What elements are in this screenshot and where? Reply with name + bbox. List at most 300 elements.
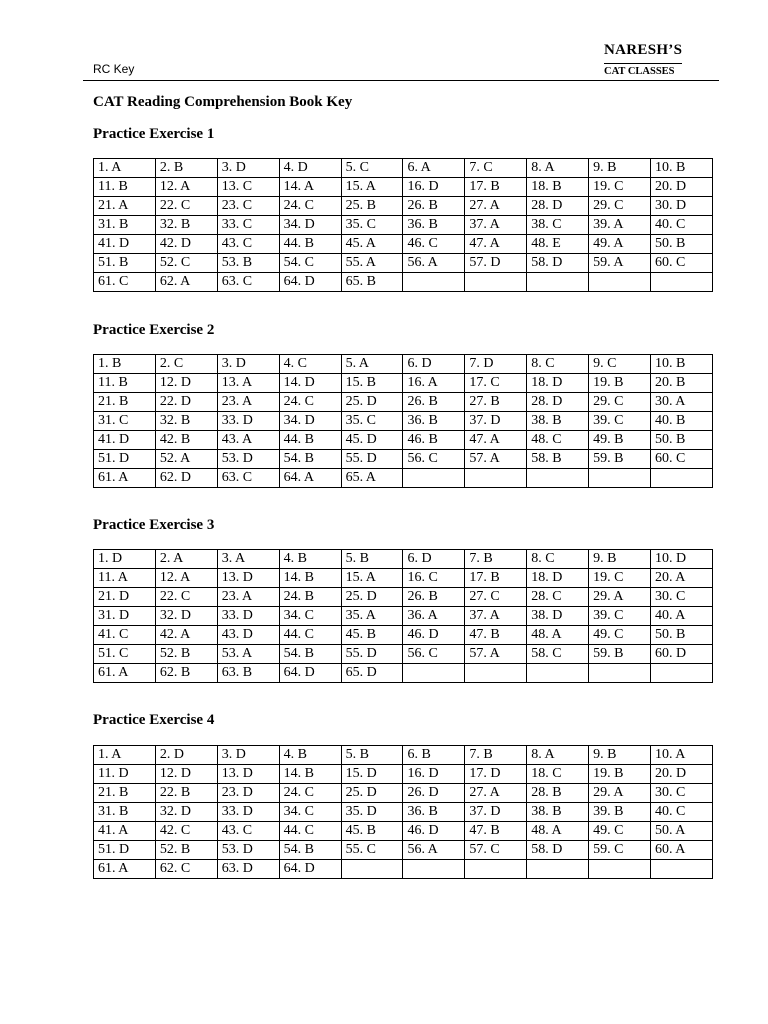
answer-cell: 30. D — [651, 197, 713, 216]
answer-cell: 51. C — [94, 645, 156, 664]
answer-cell: 14. B — [279, 569, 341, 588]
answer-cell — [403, 273, 465, 292]
answer-cell: 63. C — [217, 469, 279, 488]
answer-cell — [465, 860, 527, 879]
answer-cell: 17. C — [465, 374, 527, 393]
answer-cell: 56. A — [403, 254, 465, 273]
answer-cell: 10. A — [651, 746, 713, 765]
table-row — [94, 841, 713, 860]
answer-cell: 45. A — [341, 235, 403, 254]
table-row — [94, 664, 713, 683]
answer-key-table — [93, 745, 713, 879]
answer-cell: 6. B — [403, 746, 465, 765]
answer-cell: 54. B — [279, 841, 341, 860]
table-row — [94, 765, 713, 784]
answer-cell: 64. D — [279, 664, 341, 683]
answer-cell: 21. A — [94, 197, 156, 216]
answer-cell: 43. A — [217, 431, 279, 450]
answer-cell: 16. D — [403, 765, 465, 784]
answer-cell: 32. D — [155, 607, 217, 626]
answer-cell: 55. D — [341, 645, 403, 664]
answer-cell: 7. C — [465, 159, 527, 178]
answer-cell: 16. D — [403, 178, 465, 197]
answer-cell: 22. B — [155, 784, 217, 803]
answer-cell: 10. B — [651, 355, 713, 374]
answer-cell: 23. C — [217, 197, 279, 216]
table-row — [94, 431, 713, 450]
answer-cell: 4. D — [279, 159, 341, 178]
answer-cell: 50. B — [651, 626, 713, 645]
table-row — [94, 645, 713, 664]
answer-cell: 52. A — [155, 450, 217, 469]
exercise-title: Practice Exercise 1 — [93, 126, 215, 142]
answer-cell: 54. B — [279, 450, 341, 469]
answer-cell: 17. B — [465, 178, 527, 197]
answer-cell: 38. B — [527, 412, 589, 431]
answer-cell: 21. D — [94, 588, 156, 607]
answer-cell: 15. D — [341, 765, 403, 784]
answer-cell: 64. D — [279, 860, 341, 879]
answer-cell: 35. C — [341, 216, 403, 235]
table-row — [94, 178, 713, 197]
table-row — [94, 159, 713, 178]
answer-cell: 23. D — [217, 784, 279, 803]
answer-cell: 29. A — [589, 588, 651, 607]
answer-cell: 51. D — [94, 841, 156, 860]
answer-cell: 18. B — [527, 178, 589, 197]
answer-cell: 36. B — [403, 412, 465, 431]
answer-cell: 5. B — [341, 746, 403, 765]
answer-cell: 17. B — [465, 569, 527, 588]
answer-cell: 29. C — [589, 197, 651, 216]
answer-cell: 61. A — [94, 469, 156, 488]
answer-cell: 35. D — [341, 803, 403, 822]
answer-cell: 32. B — [155, 216, 217, 235]
answer-cell: 35. A — [341, 607, 403, 626]
answer-cell: 55. A — [341, 254, 403, 273]
answer-cell: 59. A — [589, 254, 651, 273]
answer-cell: 60. D — [651, 645, 713, 664]
answer-cell — [589, 664, 651, 683]
table-row — [94, 588, 713, 607]
answer-cell: 47. B — [465, 626, 527, 645]
answer-cell: 37. D — [465, 803, 527, 822]
answer-cell: 20. D — [651, 178, 713, 197]
answer-cell — [403, 860, 465, 879]
answer-cell: 13. D — [217, 765, 279, 784]
answer-cell: 46. B — [403, 431, 465, 450]
answer-cell: 11. B — [94, 178, 156, 197]
answer-cell: 65. B — [341, 273, 403, 292]
answer-cell — [527, 860, 589, 879]
answer-cell — [589, 469, 651, 488]
answer-cell — [527, 664, 589, 683]
answer-cell: 41. D — [94, 235, 156, 254]
answer-cell: 61. A — [94, 664, 156, 683]
answer-cell: 39. C — [589, 607, 651, 626]
exercise-title: Practice Exercise 2 — [93, 322, 215, 338]
answer-cell: 7. D — [465, 355, 527, 374]
answer-cell: 34. D — [279, 216, 341, 235]
answer-cell: 41. A — [94, 822, 156, 841]
header-divider — [83, 80, 719, 81]
answer-cell: 14. B — [279, 765, 341, 784]
answer-cell: 15. A — [341, 178, 403, 197]
answer-cell: 8. C — [527, 550, 589, 569]
answer-cell: 28. D — [527, 197, 589, 216]
answer-key-table — [93, 354, 713, 488]
table-row — [94, 784, 713, 803]
answer-cell: 45. B — [341, 822, 403, 841]
answer-cell: 1. A — [94, 159, 156, 178]
exercise-title: Practice Exercise 4 — [93, 712, 215, 728]
answer-cell: 15. A — [341, 569, 403, 588]
table-row — [94, 803, 713, 822]
answer-cell: 58. C — [527, 645, 589, 664]
answer-cell — [403, 664, 465, 683]
answer-cell: 25. D — [341, 393, 403, 412]
answer-cell: 52. B — [155, 645, 217, 664]
answer-cell: 39. C — [589, 412, 651, 431]
answer-cell — [403, 469, 465, 488]
table-row — [94, 374, 713, 393]
answer-cell — [651, 860, 713, 879]
answer-cell: 62. B — [155, 664, 217, 683]
answer-cell: 12. D — [155, 374, 217, 393]
answer-cell: 38. B — [527, 803, 589, 822]
answer-cell — [527, 469, 589, 488]
answer-cell: 36. B — [403, 216, 465, 235]
answer-cell: 1. B — [94, 355, 156, 374]
answer-cell: 29. C — [589, 393, 651, 412]
answer-cell: 57. C — [465, 841, 527, 860]
answer-cell: 25. B — [341, 197, 403, 216]
answer-cell: 3. D — [217, 355, 279, 374]
answer-cell: 35. C — [341, 412, 403, 431]
answer-cell: 41. D — [94, 431, 156, 450]
table-row — [94, 254, 713, 273]
answer-cell: 43. D — [217, 626, 279, 645]
answer-cell: 20. A — [651, 569, 713, 588]
answer-cell: 34. D — [279, 412, 341, 431]
answer-cell: 6. A — [403, 159, 465, 178]
answer-cell: 16. C — [403, 569, 465, 588]
answer-cell: 46. D — [403, 626, 465, 645]
answer-cell: 9. B — [589, 746, 651, 765]
answer-cell: 31. B — [94, 216, 156, 235]
answer-cell: 2. C — [155, 355, 217, 374]
answer-cell: 37. A — [465, 216, 527, 235]
table-row — [94, 569, 713, 588]
answer-cell: 27. C — [465, 588, 527, 607]
answer-cell: 30. C — [651, 784, 713, 803]
answer-cell: 26. D — [403, 784, 465, 803]
answer-cell — [465, 664, 527, 683]
answer-cell: 51. D — [94, 450, 156, 469]
table-row — [94, 860, 713, 879]
answer-cell: 36. A — [403, 607, 465, 626]
table-row — [94, 393, 713, 412]
answer-cell: 42. C — [155, 822, 217, 841]
answer-cell: 44. B — [279, 235, 341, 254]
answer-cell: 5. A — [341, 355, 403, 374]
table-row — [94, 450, 713, 469]
answer-cell: 19. C — [589, 178, 651, 197]
answer-cell: 44. B — [279, 431, 341, 450]
answer-cell: 23. A — [217, 588, 279, 607]
answer-cell: 42. A — [155, 626, 217, 645]
answer-cell — [589, 860, 651, 879]
answer-cell: 2. A — [155, 550, 217, 569]
answer-cell — [651, 469, 713, 488]
answer-cell: 32. B — [155, 412, 217, 431]
answer-cell: 45. B — [341, 626, 403, 645]
answer-cell: 6. D — [403, 355, 465, 374]
answer-cell: 28. D — [527, 393, 589, 412]
answer-cell: 20. B — [651, 374, 713, 393]
answer-cell: 11. D — [94, 765, 156, 784]
answer-cell: 39. B — [589, 803, 651, 822]
answer-cell: 58. D — [527, 254, 589, 273]
answer-cell: 15. B — [341, 374, 403, 393]
answer-cell: 40. A — [651, 607, 713, 626]
answer-cell: 11. A — [94, 569, 156, 588]
answer-cell: 13. D — [217, 569, 279, 588]
answer-cell: 19. C — [589, 569, 651, 588]
answer-cell: 47. A — [465, 431, 527, 450]
answer-cell: 48. A — [527, 626, 589, 645]
answer-cell: 63. C — [217, 273, 279, 292]
answer-cell: 9. B — [589, 159, 651, 178]
table-row — [94, 746, 713, 765]
answer-key-table — [93, 549, 713, 683]
answer-cell: 44. C — [279, 626, 341, 645]
answer-cell: 63. D — [217, 860, 279, 879]
answer-cell: 50. B — [651, 235, 713, 254]
answer-cell: 59. B — [589, 645, 651, 664]
answer-cell: 4. C — [279, 355, 341, 374]
answer-cell: 61. C — [94, 273, 156, 292]
brand-logo — [604, 42, 682, 77]
answer-cell: 3. D — [217, 746, 279, 765]
brand-name: NARESH’S — [604, 42, 683, 58]
answer-cell: 39. A — [589, 216, 651, 235]
header-label: RC Key — [93, 62, 135, 76]
answer-cell: 50. A — [651, 822, 713, 841]
answer-cell: 40. C — [651, 216, 713, 235]
table-row — [94, 822, 713, 841]
answer-cell: 21. B — [94, 393, 156, 412]
table-row — [94, 355, 713, 374]
answer-cell: 19. B — [589, 765, 651, 784]
answer-cell: 54. B — [279, 645, 341, 664]
answer-cell: 24. C — [279, 197, 341, 216]
answer-cell: 36. B — [403, 803, 465, 822]
answer-cell: 28. C — [527, 588, 589, 607]
answer-cell: 34. C — [279, 803, 341, 822]
answer-cell: 30. C — [651, 588, 713, 607]
answer-cell: 56. C — [403, 645, 465, 664]
answer-cell: 56. C — [403, 450, 465, 469]
answer-cell: 40. C — [651, 803, 713, 822]
answer-cell: 46. D — [403, 822, 465, 841]
answer-cell: 45. D — [341, 431, 403, 450]
answer-cell: 48. E — [527, 235, 589, 254]
table-row — [94, 607, 713, 626]
answer-cell: 18. C — [527, 765, 589, 784]
answer-cell: 30. A — [651, 393, 713, 412]
answer-cell: 57. A — [465, 645, 527, 664]
answer-cell: 14. A — [279, 178, 341, 197]
answer-cell: 49. C — [589, 822, 651, 841]
answer-cell: 26. B — [403, 197, 465, 216]
answer-cell: 26. B — [403, 588, 465, 607]
answer-cell: 22. D — [155, 393, 217, 412]
answer-cell: 57. D — [465, 254, 527, 273]
answer-cell: 7. B — [465, 746, 527, 765]
answer-cell: 62. A — [155, 273, 217, 292]
answer-cell: 21. B — [94, 784, 156, 803]
answer-cell: 49. C — [589, 626, 651, 645]
answer-cell: 62. C — [155, 860, 217, 879]
answer-cell: 8. C — [527, 355, 589, 374]
answer-cell: 48. C — [527, 431, 589, 450]
answer-cell: 51. B — [94, 254, 156, 273]
answer-cell: 37. A — [465, 607, 527, 626]
answer-cell: 33. D — [217, 412, 279, 431]
answer-cell: 8. A — [527, 159, 589, 178]
answer-cell: 38. C — [527, 216, 589, 235]
answer-cell: 65. A — [341, 469, 403, 488]
answer-cell: 62. D — [155, 469, 217, 488]
table-row — [94, 412, 713, 431]
answer-cell: 49. A — [589, 235, 651, 254]
answer-cell: 4. B — [279, 550, 341, 569]
answer-cell — [589, 273, 651, 292]
answer-key-table — [93, 158, 713, 292]
answer-cell: 33. D — [217, 607, 279, 626]
answer-cell: 7. B — [465, 550, 527, 569]
answer-cell: 58. D — [527, 841, 589, 860]
answer-cell: 27. B — [465, 393, 527, 412]
answer-cell: 18. D — [527, 569, 589, 588]
answer-cell: 18. D — [527, 374, 589, 393]
answer-cell: 10. D — [651, 550, 713, 569]
answer-cell: 55. D — [341, 450, 403, 469]
answer-cell: 57. A — [465, 450, 527, 469]
table-row — [94, 273, 713, 292]
answer-cell: 34. C — [279, 607, 341, 626]
answer-cell: 24. B — [279, 588, 341, 607]
answer-cell: 16. A — [403, 374, 465, 393]
answer-cell: 43. C — [217, 235, 279, 254]
answer-cell: 42. B — [155, 431, 217, 450]
answer-cell: 5. B — [341, 550, 403, 569]
answer-cell: 27. A — [465, 784, 527, 803]
answer-cell: 59. C — [589, 841, 651, 860]
answer-cell: 54. C — [279, 254, 341, 273]
answer-cell: 47. A — [465, 235, 527, 254]
answer-cell: 47. B — [465, 822, 527, 841]
answer-cell: 59. B — [589, 450, 651, 469]
answer-cell: 33. D — [217, 803, 279, 822]
answer-cell: 33. C — [217, 216, 279, 235]
answer-cell: 4. B — [279, 746, 341, 765]
answer-cell: 48. A — [527, 822, 589, 841]
answer-cell: 6. D — [403, 550, 465, 569]
exercise-title: Practice Exercise 3 — [93, 517, 215, 533]
answer-cell — [465, 273, 527, 292]
answer-cell: 9. B — [589, 550, 651, 569]
answer-cell: 25. D — [341, 784, 403, 803]
answer-cell: 60. C — [651, 450, 713, 469]
answer-cell: 63. B — [217, 664, 279, 683]
answer-cell: 46. C — [403, 235, 465, 254]
answer-cell: 11. B — [94, 374, 156, 393]
answer-cell: 22. C — [155, 588, 217, 607]
answer-cell: 24. C — [279, 784, 341, 803]
answer-cell: 29. A — [589, 784, 651, 803]
answer-cell: 53. D — [217, 450, 279, 469]
answer-cell: 20. D — [651, 765, 713, 784]
answer-cell: 13. C — [217, 178, 279, 197]
table-row — [94, 216, 713, 235]
table-row — [94, 626, 713, 645]
answer-cell: 55. C — [341, 841, 403, 860]
answer-cell: 3. A — [217, 550, 279, 569]
answer-cell — [527, 273, 589, 292]
answer-cell: 42. D — [155, 235, 217, 254]
answer-cell: 60. A — [651, 841, 713, 860]
answer-cell: 5. C — [341, 159, 403, 178]
answer-cell: 1. A — [94, 746, 156, 765]
answer-cell: 28. B — [527, 784, 589, 803]
answer-cell — [465, 469, 527, 488]
answer-cell — [651, 664, 713, 683]
answer-cell: 50. B — [651, 431, 713, 450]
answer-cell: 43. C — [217, 822, 279, 841]
answer-cell: 12. A — [155, 569, 217, 588]
answer-cell: 58. B — [527, 450, 589, 469]
answer-cell: 53. B — [217, 254, 279, 273]
answer-cell: 56. A — [403, 841, 465, 860]
table-row — [94, 235, 713, 254]
answer-cell: 52. B — [155, 841, 217, 860]
answer-cell: 25. D — [341, 588, 403, 607]
table-row — [94, 550, 713, 569]
answer-cell: 3. D — [217, 159, 279, 178]
answer-cell: 64. D — [279, 273, 341, 292]
answer-cell: 49. B — [589, 431, 651, 450]
answer-cell: 12. A — [155, 178, 217, 197]
answer-cell: 12. D — [155, 765, 217, 784]
answer-cell — [341, 860, 403, 879]
answer-cell: 31. D — [94, 607, 156, 626]
document-title: CAT Reading Comprehension Book Key — [93, 94, 353, 110]
answer-cell — [651, 273, 713, 292]
answer-cell: 13. A — [217, 374, 279, 393]
answer-cell: 27. A — [465, 197, 527, 216]
answer-cell: 37. D — [465, 412, 527, 431]
answer-cell: 53. D — [217, 841, 279, 860]
answer-cell: 26. B — [403, 393, 465, 412]
brand-subtitle: CAT CLASSES — [604, 63, 682, 77]
answer-cell: 64. A — [279, 469, 341, 488]
answer-cell: 17. D — [465, 765, 527, 784]
answer-cell: 2. D — [155, 746, 217, 765]
answer-cell: 52. C — [155, 254, 217, 273]
answer-cell: 32. D — [155, 803, 217, 822]
